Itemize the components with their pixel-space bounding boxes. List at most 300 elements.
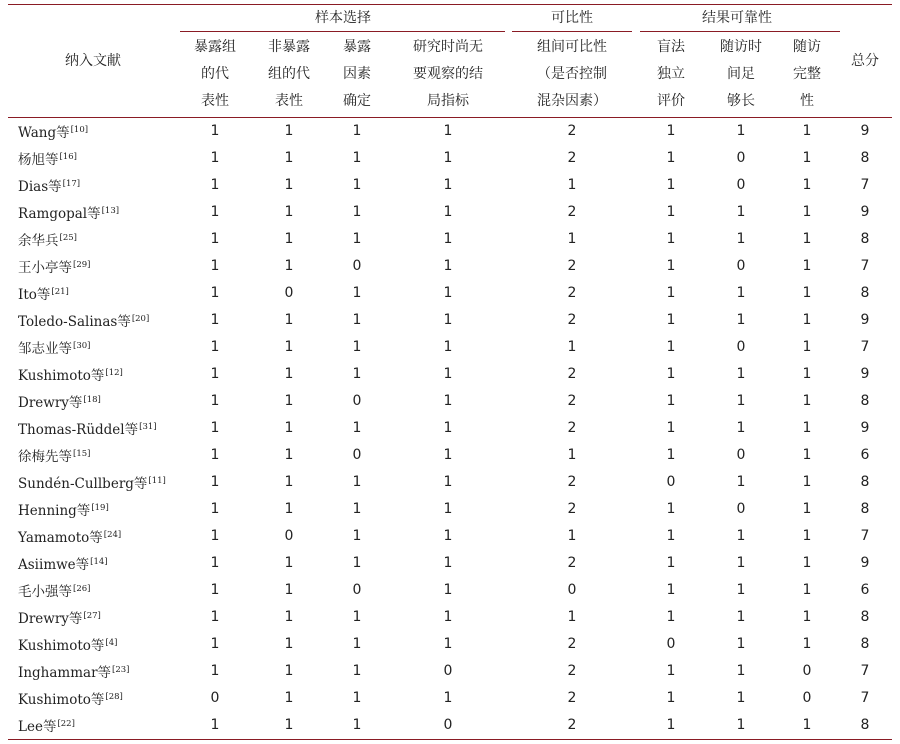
study-name-cell (8, 117, 178, 144)
sub-header-followup-length (706, 31, 776, 117)
score-cell: 1 (210, 311, 220, 328)
reference-number: [27] (83, 610, 101, 621)
score-cell: 1 (443, 284, 453, 301)
score-cell: 1 (284, 230, 294, 247)
study-name: Henning等 (18, 502, 91, 519)
score-cell: 1 (802, 311, 812, 328)
total-score-cell: 9 (860, 365, 870, 382)
reference-number: [22] (57, 718, 75, 729)
study-name: Inghammar等 (18, 664, 112, 681)
study-name-cell (8, 684, 178, 711)
score-cell: 2 (567, 419, 577, 436)
score-cell: 1 (210, 230, 220, 247)
reference-number: [21] (51, 286, 69, 297)
score-cell: 2 (567, 392, 577, 409)
total-score-cell: 6 (860, 581, 870, 598)
score-cell: 1 (210, 284, 220, 301)
score-cell: 1 (736, 392, 746, 409)
table-row (8, 225, 892, 252)
score-cell: 2 (567, 203, 577, 220)
sub-header-line: 表性 (275, 92, 303, 109)
study-name: Kushimoto等 (18, 367, 105, 384)
score-cell: 1 (284, 635, 294, 652)
score-cell: 1 (802, 392, 812, 409)
score-cell: 2 (567, 716, 577, 733)
table-row (8, 603, 892, 630)
sub-header-blind-assessment (636, 31, 706, 117)
sub-header-line: 性 (800, 92, 814, 109)
reference-number: [15] (73, 448, 91, 459)
score-cell: 1 (666, 176, 676, 193)
table-row (8, 333, 892, 360)
score-cell: 1 (802, 230, 812, 247)
score-cell: 1 (443, 635, 453, 652)
sub-header-line: 评价 (657, 92, 685, 109)
group-header-row (8, 4, 892, 31)
score-cell: 1 (284, 203, 294, 220)
score-cell: 1 (666, 662, 676, 679)
sub-header-exposure-ascertainment (326, 31, 388, 117)
score-cell: 0 (736, 338, 746, 355)
score-cell: 1 (736, 122, 746, 139)
table-body (8, 117, 892, 738)
table-row (8, 306, 892, 333)
score-cell: 1 (284, 608, 294, 625)
reference-number: [20] (131, 313, 150, 324)
col-header-literature: 纳入文献 (65, 52, 121, 69)
score-cell: 1 (210, 635, 220, 652)
score-cell: 1 (284, 392, 294, 409)
score-cell: 1 (352, 338, 362, 355)
study-name: Dias等 (18, 178, 62, 195)
sub-header-line: 暴露 (343, 38, 371, 55)
score-cell: 1 (210, 608, 220, 625)
study-name: Thomas-Rüddel等 (18, 421, 139, 438)
score-cell: 1 (666, 338, 676, 355)
study-name-cell (8, 441, 178, 468)
score-cell: 1 (736, 203, 746, 220)
sub-header-outcome-absent-at-start (388, 31, 508, 117)
total-score-cell: 8 (860, 608, 870, 625)
total-score-cell: 7 (860, 689, 870, 706)
study-name: Kushimoto等 (18, 691, 105, 708)
sub-header-line: 间足 (727, 65, 755, 82)
reference-number: [18] (83, 394, 101, 405)
score-cell: 2 (567, 689, 577, 706)
score-cell: 1 (736, 365, 746, 382)
study-name: Yamamoto等 (18, 529, 103, 546)
sub-header-line: 够长 (727, 92, 755, 109)
total-score-cell: 8 (860, 149, 870, 166)
score-cell: 1 (802, 527, 812, 544)
score-cell: 1 (284, 419, 294, 436)
score-cell: 1 (666, 257, 676, 274)
table-row (8, 441, 892, 468)
total-score-cell: 9 (860, 311, 870, 328)
score-cell: 1 (352, 176, 362, 193)
reference-number: [11] (148, 475, 166, 486)
score-cell: 1 (443, 581, 453, 598)
study-name-cell (8, 549, 178, 576)
total-score-cell: 7 (860, 527, 870, 544)
score-cell: 0 (666, 473, 676, 490)
total-score-cell: 6 (860, 446, 870, 463)
score-cell: 1 (210, 527, 220, 544)
sub-header-line: 组的代 (268, 65, 310, 82)
score-cell: 1 (443, 311, 453, 328)
score-cell: 1 (352, 716, 362, 733)
table-row (8, 414, 892, 441)
score-cell: 1 (210, 419, 220, 436)
sub-header-line: 独立 (657, 65, 685, 82)
study-name: 毛小强等 (18, 583, 72, 600)
score-cell: 1 (352, 203, 362, 220)
score-cell: 1 (443, 176, 453, 193)
score-cell: 2 (567, 149, 577, 166)
score-cell: 1 (352, 554, 362, 571)
study-name-cell (8, 711, 178, 738)
score-cell: 1 (210, 338, 220, 355)
score-cell: 0 (736, 446, 746, 463)
score-cell: 1 (352, 689, 362, 706)
group-header-outcome-reliability: 结果可靠性 (702, 9, 772, 26)
score-cell: 0 (443, 716, 453, 733)
score-cell: 1 (736, 608, 746, 625)
score-cell: 1 (284, 716, 294, 733)
score-cell: 0 (802, 662, 812, 679)
score-cell: 1 (666, 608, 676, 625)
group-header-sample-selection: 样本选择 (315, 9, 371, 26)
study-name-cell (8, 522, 178, 549)
reference-number: [13] (101, 205, 120, 216)
study-name-cell (8, 657, 178, 684)
score-cell: 1 (443, 230, 453, 247)
score-cell: 1 (666, 581, 676, 598)
score-cell: 1 (284, 311, 294, 328)
total-score-cell: 8 (860, 500, 870, 517)
sub-header-line: 完整 (793, 65, 821, 82)
score-cell: 1 (210, 581, 220, 598)
score-cell: 1 (352, 149, 362, 166)
score-cell: 1 (284, 257, 294, 274)
score-cell: 1 (567, 446, 577, 463)
score-cell: 1 (802, 716, 812, 733)
score-cell: 0 (736, 149, 746, 166)
score-cell: 1 (802, 365, 812, 382)
score-cell: 1 (210, 662, 220, 679)
score-cell: 1 (210, 149, 220, 166)
score-cell: 0 (210, 689, 220, 706)
score-cell: 2 (567, 122, 577, 139)
total-score-cell: 8 (860, 716, 870, 733)
total-score-cell: 8 (860, 392, 870, 409)
sub-header-line: 随访 (793, 38, 821, 55)
score-cell: 1 (802, 257, 812, 274)
score-cell: 1 (736, 635, 746, 652)
total-score-cell: 7 (860, 338, 870, 355)
group-header-comparability: 可比性 (551, 9, 593, 26)
study-name-cell (8, 360, 178, 387)
study-name-cell (8, 414, 178, 441)
study-name-cell (8, 387, 178, 414)
col-header-total: 总分 (851, 52, 880, 69)
study-name: Lee等 (18, 718, 57, 735)
score-cell: 1 (802, 608, 812, 625)
score-cell: 1 (352, 419, 362, 436)
study-name: Drewry等 (18, 394, 83, 411)
study-name-cell (8, 279, 178, 306)
score-cell: 1 (567, 176, 577, 193)
sub-header-line: （是否控制 (537, 65, 607, 82)
score-cell: 1 (443, 689, 453, 706)
table-row (8, 657, 892, 684)
total-score-cell: 8 (860, 473, 870, 490)
reference-number: [24] (103, 529, 122, 540)
score-cell: 0 (736, 257, 746, 274)
score-cell: 1 (210, 365, 220, 382)
study-name: Asiimwe等 (18, 556, 90, 573)
score-cell: 1 (443, 527, 453, 544)
score-cell: 0 (443, 662, 453, 679)
score-cell: 1 (802, 554, 812, 571)
total-score-cell: 7 (860, 176, 870, 193)
reference-number: [10] (70, 124, 89, 135)
score-cell: 1 (210, 257, 220, 274)
study-name-cell (8, 468, 178, 495)
reference-number: [19] (91, 502, 109, 513)
score-cell: 1 (736, 419, 746, 436)
score-cell: 2 (567, 554, 577, 571)
score-cell: 1 (443, 149, 453, 166)
table-row (8, 630, 892, 657)
reference-number: [25] (59, 232, 77, 243)
score-cell: 1 (736, 716, 746, 733)
study-name: 王小亭等 (18, 259, 72, 276)
sub-header-exposed-representativeness (178, 31, 252, 117)
score-cell: 2 (567, 473, 577, 490)
total-score-cell: 9 (860, 122, 870, 139)
score-cell: 1 (736, 473, 746, 490)
total-score-cell: 9 (860, 203, 870, 220)
score-cell: 1 (666, 527, 676, 544)
sub-header-line: 表性 (201, 92, 229, 109)
reference-number: [30] (73, 340, 91, 351)
score-cell: 1 (736, 662, 746, 679)
score-cell: 2 (567, 365, 577, 382)
score-cell: 1 (802, 419, 812, 436)
study-name: 邹志业等 (18, 340, 72, 357)
score-cell: 1 (284, 500, 294, 517)
score-cell: 1 (352, 365, 362, 382)
table-row (8, 684, 892, 711)
reference-number: [26] (73, 583, 91, 594)
reference-number: [12] (105, 367, 123, 378)
score-cell: 1 (666, 500, 676, 517)
score-cell: 1 (210, 500, 220, 517)
score-cell: 1 (443, 554, 453, 571)
reference-number: [31] (139, 421, 157, 432)
score-cell: 1 (802, 122, 812, 139)
study-name: Drewry等 (18, 610, 83, 627)
study-name-cell (8, 225, 178, 252)
reference-number: [4] (105, 637, 118, 648)
sub-header-line: 研究时尚无 (413, 38, 483, 55)
study-name-cell (8, 306, 178, 333)
study-name-cell (8, 252, 178, 279)
score-cell: 1 (802, 446, 812, 463)
total-score-cell: 9 (860, 554, 870, 571)
score-cell: 1 (736, 581, 746, 598)
score-cell: 1 (736, 311, 746, 328)
score-cell: 1 (802, 284, 812, 301)
score-cell: 1 (736, 527, 746, 544)
table-bottom-rule (8, 739, 892, 740)
score-cell: 1 (666, 392, 676, 409)
score-cell: 1 (666, 311, 676, 328)
total-score-cell: 8 (860, 230, 870, 247)
score-cell: 1 (666, 554, 676, 571)
score-cell: 1 (284, 365, 294, 382)
score-cell: 0 (284, 527, 294, 544)
score-cell: 0 (736, 500, 746, 517)
table-row (8, 549, 892, 576)
table-row (8, 171, 892, 198)
score-cell: 1 (802, 149, 812, 166)
score-cell: 1 (284, 554, 294, 571)
study-name-cell (8, 576, 178, 603)
sub-header-line: 因素 (343, 65, 371, 82)
score-cell: 1 (284, 662, 294, 679)
sub-header-line: 非暴露 (268, 38, 310, 55)
score-cell: 1 (802, 176, 812, 193)
score-cell: 1 (210, 554, 220, 571)
study-name: 余华兵 (18, 232, 59, 249)
study-name: Wang等 (18, 124, 70, 141)
sub-header-group-comparability (508, 31, 636, 117)
sub-header-line: 混杂因素） (537, 92, 607, 109)
sub-header-line: 确定 (343, 92, 371, 109)
reference-number: [23] (112, 664, 130, 675)
score-cell: 1 (666, 446, 676, 463)
score-cell: 1 (802, 635, 812, 652)
score-cell: 0 (666, 635, 676, 652)
total-score-cell: 9 (860, 419, 870, 436)
score-cell: 1 (443, 365, 453, 382)
score-cell: 1 (352, 662, 362, 679)
score-cell: 0 (352, 257, 362, 274)
study-name: 徐梅先等 (18, 448, 72, 465)
study-name: Ramgopal等 (18, 205, 101, 222)
total-score-cell: 8 (860, 284, 870, 301)
score-cell: 1 (284, 473, 294, 490)
score-cell: 0 (352, 392, 362, 409)
score-cell: 1 (666, 203, 676, 220)
score-cell: 1 (443, 122, 453, 139)
sub-header-line: 暴露组 (194, 38, 236, 55)
study-name-cell (8, 171, 178, 198)
score-cell: 1 (284, 122, 294, 139)
table-row (8, 198, 892, 225)
quality-table (8, 4, 892, 738)
score-cell: 1 (443, 419, 453, 436)
score-cell: 0 (352, 446, 362, 463)
study-name-cell (8, 495, 178, 522)
table-row (8, 279, 892, 306)
score-cell: 1 (352, 230, 362, 247)
score-cell: 0 (567, 581, 577, 598)
sub-header-line: 组间可比性 (537, 38, 607, 55)
reference-number: [14] (90, 556, 108, 567)
reference-number: [29] (73, 259, 91, 270)
score-cell: 1 (802, 338, 812, 355)
score-cell: 1 (443, 608, 453, 625)
score-cell: 1 (736, 230, 746, 247)
score-cell: 1 (567, 230, 577, 247)
score-cell: 1 (443, 446, 453, 463)
score-cell: 1 (443, 257, 453, 274)
score-cell: 1 (666, 230, 676, 247)
score-cell: 1 (666, 689, 676, 706)
score-cell: 1 (284, 581, 294, 598)
score-cell: 1 (666, 419, 676, 436)
score-cell: 1 (567, 527, 577, 544)
study-name: Ito等 (18, 286, 51, 303)
score-cell: 1 (284, 176, 294, 193)
score-cell: 1 (352, 284, 362, 301)
total-score-cell: 8 (860, 635, 870, 652)
sub-header-line: 局指标 (427, 92, 469, 109)
score-cell: 1 (352, 473, 362, 490)
score-cell: 0 (736, 176, 746, 193)
score-cell: 1 (443, 338, 453, 355)
score-cell: 1 (352, 608, 362, 625)
score-cell: 1 (666, 122, 676, 139)
score-cell: 1 (567, 338, 577, 355)
score-cell: 1 (736, 554, 746, 571)
score-cell: 1 (736, 689, 746, 706)
reference-number: [17] (62, 178, 81, 189)
score-cell: 1 (210, 392, 220, 409)
score-cell: 1 (802, 500, 812, 517)
score-cell: 1 (284, 446, 294, 463)
study-name-cell (8, 333, 178, 360)
score-cell: 1 (443, 203, 453, 220)
score-cell: 1 (284, 689, 294, 706)
score-cell: 1 (736, 284, 746, 301)
score-cell: 1 (210, 176, 220, 193)
study-name-cell (8, 198, 178, 225)
score-cell: 0 (284, 284, 294, 301)
study-name: 杨旭等 (18, 151, 59, 168)
score-cell: 1 (666, 284, 676, 301)
score-cell: 1 (352, 635, 362, 652)
score-cell: 1 (443, 473, 453, 490)
score-cell: 1 (284, 149, 294, 166)
table-row (8, 468, 892, 495)
reference-number: [16] (59, 151, 77, 162)
table-row (8, 360, 892, 387)
score-cell: 1 (352, 122, 362, 139)
score-cell: 1 (352, 500, 362, 517)
score-cell: 2 (567, 662, 577, 679)
sub-header-nonexposed-representativeness (252, 31, 326, 117)
total-score-cell: 7 (860, 662, 870, 679)
score-cell: 2 (567, 284, 577, 301)
score-cell: 1 (210, 473, 220, 490)
score-cell: 1 (666, 149, 676, 166)
score-cell: 1 (443, 392, 453, 409)
sub-header-followup-completeness (776, 31, 838, 117)
